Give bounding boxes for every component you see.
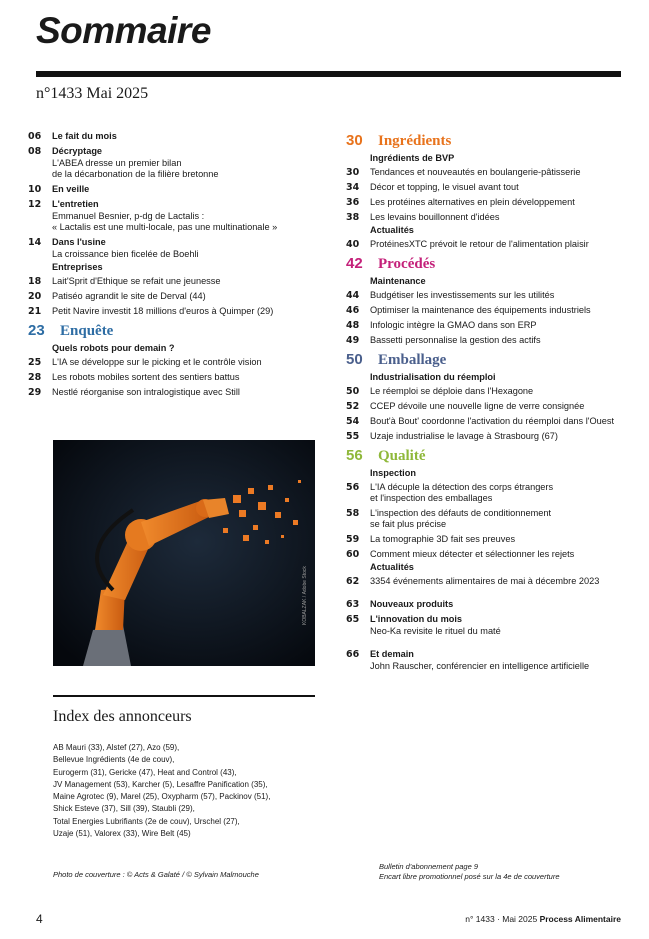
toc-page-number: 59 — [346, 534, 360, 545]
toc-entry[interactable] — [346, 482, 636, 504]
toc-entry-text: Emmanuel Besnier, p-dg de Lactalis : « Lactalis est une multi-locale, pas une multinationale » — [52, 211, 278, 232]
toc-entry-text: La croissance bien ficelée de Boehli — [52, 249, 199, 259]
toc-page-number: 62 — [346, 576, 360, 587]
cover-credit: Photo de couverture : © Acts & Galaté / © Sylvain Malmouche — [53, 870, 259, 879]
toc-entry-text: 3354 événements alimentaires de mai à décembre 2023 — [370, 576, 600, 586]
toc-page-number: 46 — [346, 305, 360, 316]
toc-entry-text: Décryptage — [52, 146, 103, 156]
toc-entry-text: Lait'Sprit d'Ethique se refait une jeunesse — [52, 276, 221, 286]
toc-entry[interactable] — [346, 661, 636, 672]
toc-page-number: 28 — [28, 372, 42, 383]
toc-page-number: 65 — [346, 614, 360, 625]
toc-entry-text: Tendances et nouveautés en boulangerie-pâtisserie — [370, 167, 581, 177]
advertiser-line: Bellevue Ingrédients (4e de couv), — [53, 755, 175, 765]
toc-page-number: 18 — [28, 276, 42, 287]
section-page-number: 23 — [28, 322, 45, 339]
toc-subheading: Maintenance — [370, 276, 426, 286]
toc-page-number: 29 — [28, 387, 42, 398]
section-title: Ingrédients — [378, 133, 452, 149]
advertiser-line: AB Mauri (33), Alstef (27), Azo (59), — [53, 743, 180, 752]
toc-page-number: 40 — [346, 239, 360, 250]
toc-entry[interactable] — [28, 211, 328, 233]
toc-entry-text: Bout'à Bout' coordonne l'activation du réemploi dans l'Ouest — [370, 416, 614, 426]
toc-entry-text: Le fait du mois — [52, 131, 117, 141]
toc-entry[interactable] — [28, 291, 328, 302]
toc-entry-text: Les protéines alternatives en plein développement — [370, 197, 575, 207]
section-page-number: 42 — [346, 255, 363, 272]
toc-entry-text: Infologic intègre la GMAO dans son ERP — [370, 320, 537, 330]
toc-subheading: Quels robots pour demain ? — [52, 343, 175, 353]
toc-entry[interactable] — [346, 649, 636, 660]
index-title: Index des annonceurs — [53, 708, 192, 725]
footer-issue — [465, 914, 621, 924]
toc-entry-text: Patiséo agrandit le site de Derval (44) — [52, 291, 206, 301]
section-title: Qualité — [378, 448, 426, 464]
section-page-number: 56 — [346, 447, 363, 464]
toc-page-number: 55 — [346, 431, 360, 442]
toc-page-number — [346, 661, 370, 672]
toc-page-number — [28, 249, 52, 260]
toc-subheading: Actualités — [370, 225, 414, 235]
toc-entry[interactable] — [28, 276, 328, 287]
toc-entry-text: Optimiser la maintenance des équipements industriels — [370, 305, 591, 315]
toc-subheading: Inspection — [370, 468, 416, 478]
toc-entry-text: Les robots mobiles sortent des sentiers battus — [52, 372, 240, 382]
toc-entry[interactable] — [28, 146, 328, 157]
toc-entry[interactable] — [346, 212, 636, 223]
toc-entry[interactable] — [28, 158, 328, 180]
toc-entry-text: Les levains bouillonnent d'idées — [370, 212, 500, 222]
toc-right-column — [346, 127, 636, 672]
toc-left-column — [28, 127, 328, 398]
spacer — [346, 587, 636, 595]
toc-entry[interactable] — [346, 508, 636, 530]
toc-entry-text: L'entretien — [52, 199, 99, 209]
toc-entry-text: L'IA se développe sur le picking et le contrôle vision — [52, 357, 262, 367]
advertiser-line: JV Management (53), Karcher (5), Lesaffre Panification (35), — [53, 779, 268, 789]
subscription-note — [379, 862, 560, 882]
spacer — [346, 637, 636, 645]
footer-issue-number: n° 1433 · Mai 2025 — [465, 914, 538, 924]
toc-page-number: 56 — [346, 482, 360, 493]
toc-entry[interactable] — [346, 431, 636, 442]
section-page-number: 30 — [346, 132, 363, 149]
toc-page-number: 34 — [346, 182, 360, 193]
subscription-note-line: Bulletin d'abonnement page 9 — [379, 862, 479, 871]
toc-entry[interactable] — [28, 184, 328, 195]
toc-entry-text: Décor et topping, le visuel avant tout — [370, 182, 519, 192]
toc-entry-text: L'IA décuple la détection des corps étrangers et l'inspection des emballages — [370, 482, 554, 503]
toc-entry[interactable] — [28, 387, 328, 398]
toc-page-number — [28, 211, 52, 233]
toc-page-number: 12 — [28, 199, 42, 210]
toc-entry-text: Nouveaux produits — [370, 599, 454, 609]
image-credit: KOBALZAK / Adobe Stock — [302, 566, 308, 625]
toc-page-number: 21 — [28, 306, 42, 317]
toc-entry[interactable] — [346, 416, 636, 427]
toc-page-number: 66 — [346, 649, 360, 660]
toc-entry-text: CCEP dévoile une nouvelle ligne de verre consignée — [370, 401, 585, 411]
toc-section-heading[interactable] — [346, 255, 636, 273]
toc-page-number: 20 — [28, 291, 42, 302]
toc-entry[interactable] — [346, 335, 636, 346]
toc-entry[interactable] — [28, 237, 328, 248]
toc-page-number: 52 — [346, 401, 360, 412]
toc-entry-text: L'innovation du mois — [370, 614, 463, 624]
toc-entry-text: La tomographie 3D fait ses preuves — [370, 534, 516, 544]
toc-section-heading[interactable] — [346, 132, 636, 150]
toc-page-number: 36 — [346, 197, 360, 208]
toc-entry[interactable] — [346, 401, 636, 412]
toc-page-number: 60 — [346, 549, 360, 560]
advertiser-line: Total Energies Lubrifiants (2e de couv), Urschel (27), — [53, 816, 240, 826]
toc-entry-text: Dans l'usine — [52, 237, 106, 247]
toc-page-number: 30 — [346, 167, 360, 178]
toc-page-number: 08 — [28, 146, 42, 157]
header-rule — [36, 71, 621, 77]
footer-publication: Process Alimentaire — [539, 914, 621, 924]
toc-entry[interactable] — [346, 290, 636, 301]
section-page-number: 50 — [346, 351, 363, 368]
toc-subheading: Industrialisation du réemploi — [370, 372, 496, 382]
toc-page-number: 44 — [346, 290, 360, 301]
toc-entry[interactable] — [28, 199, 328, 210]
toc-entry-text: L'ABEA dresse un premier bilan de la décarbonation de la filière bretonne — [52, 158, 219, 179]
toc-entry-text: John Rauscher, conférencier en intelligence artificielle — [370, 661, 590, 671]
toc-page-number — [346, 626, 370, 637]
toc-entry-text: Le réemploi se déploie dans l'Hexagone — [370, 386, 534, 396]
toc-page-number: 49 — [346, 335, 360, 346]
toc-page-number: 10 — [28, 184, 42, 195]
toc-subheading: Ingrédients de BVP — [370, 153, 455, 163]
toc-page-number: 50 — [346, 386, 360, 397]
toc-entry[interactable] — [346, 182, 636, 193]
toc-page-number: 63 — [346, 599, 360, 610]
advertiser-line: Eurogerm (31), Gericke (47), Heat and Control (43), — [53, 767, 237, 777]
toc-entry-text: Comment mieux détecter et sélectionner les rejets — [370, 549, 575, 559]
toc-page-number: 25 — [28, 357, 42, 368]
index-rule — [53, 695, 315, 697]
advertiser-line: Shick Esteve (37), Sill (39), Staubli (29), — [53, 804, 195, 814]
toc-entry-text: Bassetti personnalise la gestion des actifs — [370, 335, 541, 345]
advertiser-line: Uzaje (51), Valorex (33), Wire Belt (45) — [53, 829, 191, 839]
toc-entry[interactable] — [346, 534, 636, 545]
toc-entry[interactable] — [346, 626, 636, 637]
toc-entry[interactable] — [346, 167, 636, 178]
toc-entry[interactable] — [28, 306, 328, 317]
toc-entry[interactable] — [28, 249, 328, 260]
toc-entry-text: Petit Navire investit 18 millions d'euros à Quimper (29) — [52, 306, 274, 316]
page-title: Sommaire — [36, 10, 211, 51]
toc-entry[interactable] — [346, 549, 636, 560]
toc-page-number: 48 — [346, 320, 360, 331]
page-number: 4 — [36, 912, 43, 926]
toc-entry-text: Nestlé réorganise son intralogistique avec Still — [52, 387, 240, 397]
toc-entry[interactable] — [346, 614, 636, 625]
toc-entry[interactable] — [346, 576, 636, 587]
cover-robot-image — [53, 440, 315, 666]
toc-page-number: 06 — [28, 131, 42, 142]
toc-subheading: Entreprises — [52, 262, 103, 272]
issue-number: n°1433 Mai 2025 — [36, 85, 149, 102]
toc-page-number — [28, 158, 52, 180]
toc-entry[interactable] — [28, 357, 328, 368]
section-title: Emballage — [378, 352, 447, 368]
advertiser-line: Maine Agrotec (9), Marel (25), Oxypharm (57), Packinov (51), — [53, 792, 271, 802]
toc-page-number: 58 — [346, 508, 360, 519]
section-title: Enquête — [60, 323, 114, 339]
toc-page-number: 38 — [346, 212, 360, 223]
toc-entry-text: L'inspection des défauts de conditionnement se fait plus précise — [370, 508, 552, 529]
toc-entry[interactable] — [346, 386, 636, 397]
toc-page-number: 54 — [346, 416, 360, 427]
toc-entry[interactable] — [28, 131, 328, 142]
toc-subheading: Actualités — [370, 562, 414, 572]
toc-entry[interactable] — [346, 305, 636, 316]
subscription-note-line: Encart libre promotionnel posé sur la 4e de couverture — [379, 872, 560, 881]
toc-entry[interactable] — [346, 197, 636, 208]
toc-section-heading[interactable] — [346, 447, 636, 465]
advertiser-index — [53, 742, 315, 840]
section-title: Procédés — [378, 256, 436, 272]
toc-entry[interactable] — [28, 372, 328, 383]
toc-entry-text: Neo-Ka revisite le rituel du maté — [370, 626, 501, 636]
toc-entry[interactable] — [346, 320, 636, 331]
toc-entry[interactable] — [346, 599, 636, 610]
toc-entry-text: ProtéinesXTC prévoit le retour de l'alimentation plaisir — [370, 239, 589, 249]
toc-entry-text: Et demain — [370, 649, 414, 659]
toc-entry[interactable] — [346, 239, 636, 250]
toc-entry-text: Uzaje industrialise le lavage à Strasbourg (67) — [370, 431, 558, 441]
toc-entry-text: En veille — [52, 184, 90, 194]
toc-section-heading[interactable] — [346, 351, 636, 369]
toc-page-number: 14 — [28, 237, 42, 248]
toc-entry-text: Budgétiser les investissements sur les utilités — [370, 290, 555, 300]
toc-section-heading[interactable] — [28, 322, 328, 340]
